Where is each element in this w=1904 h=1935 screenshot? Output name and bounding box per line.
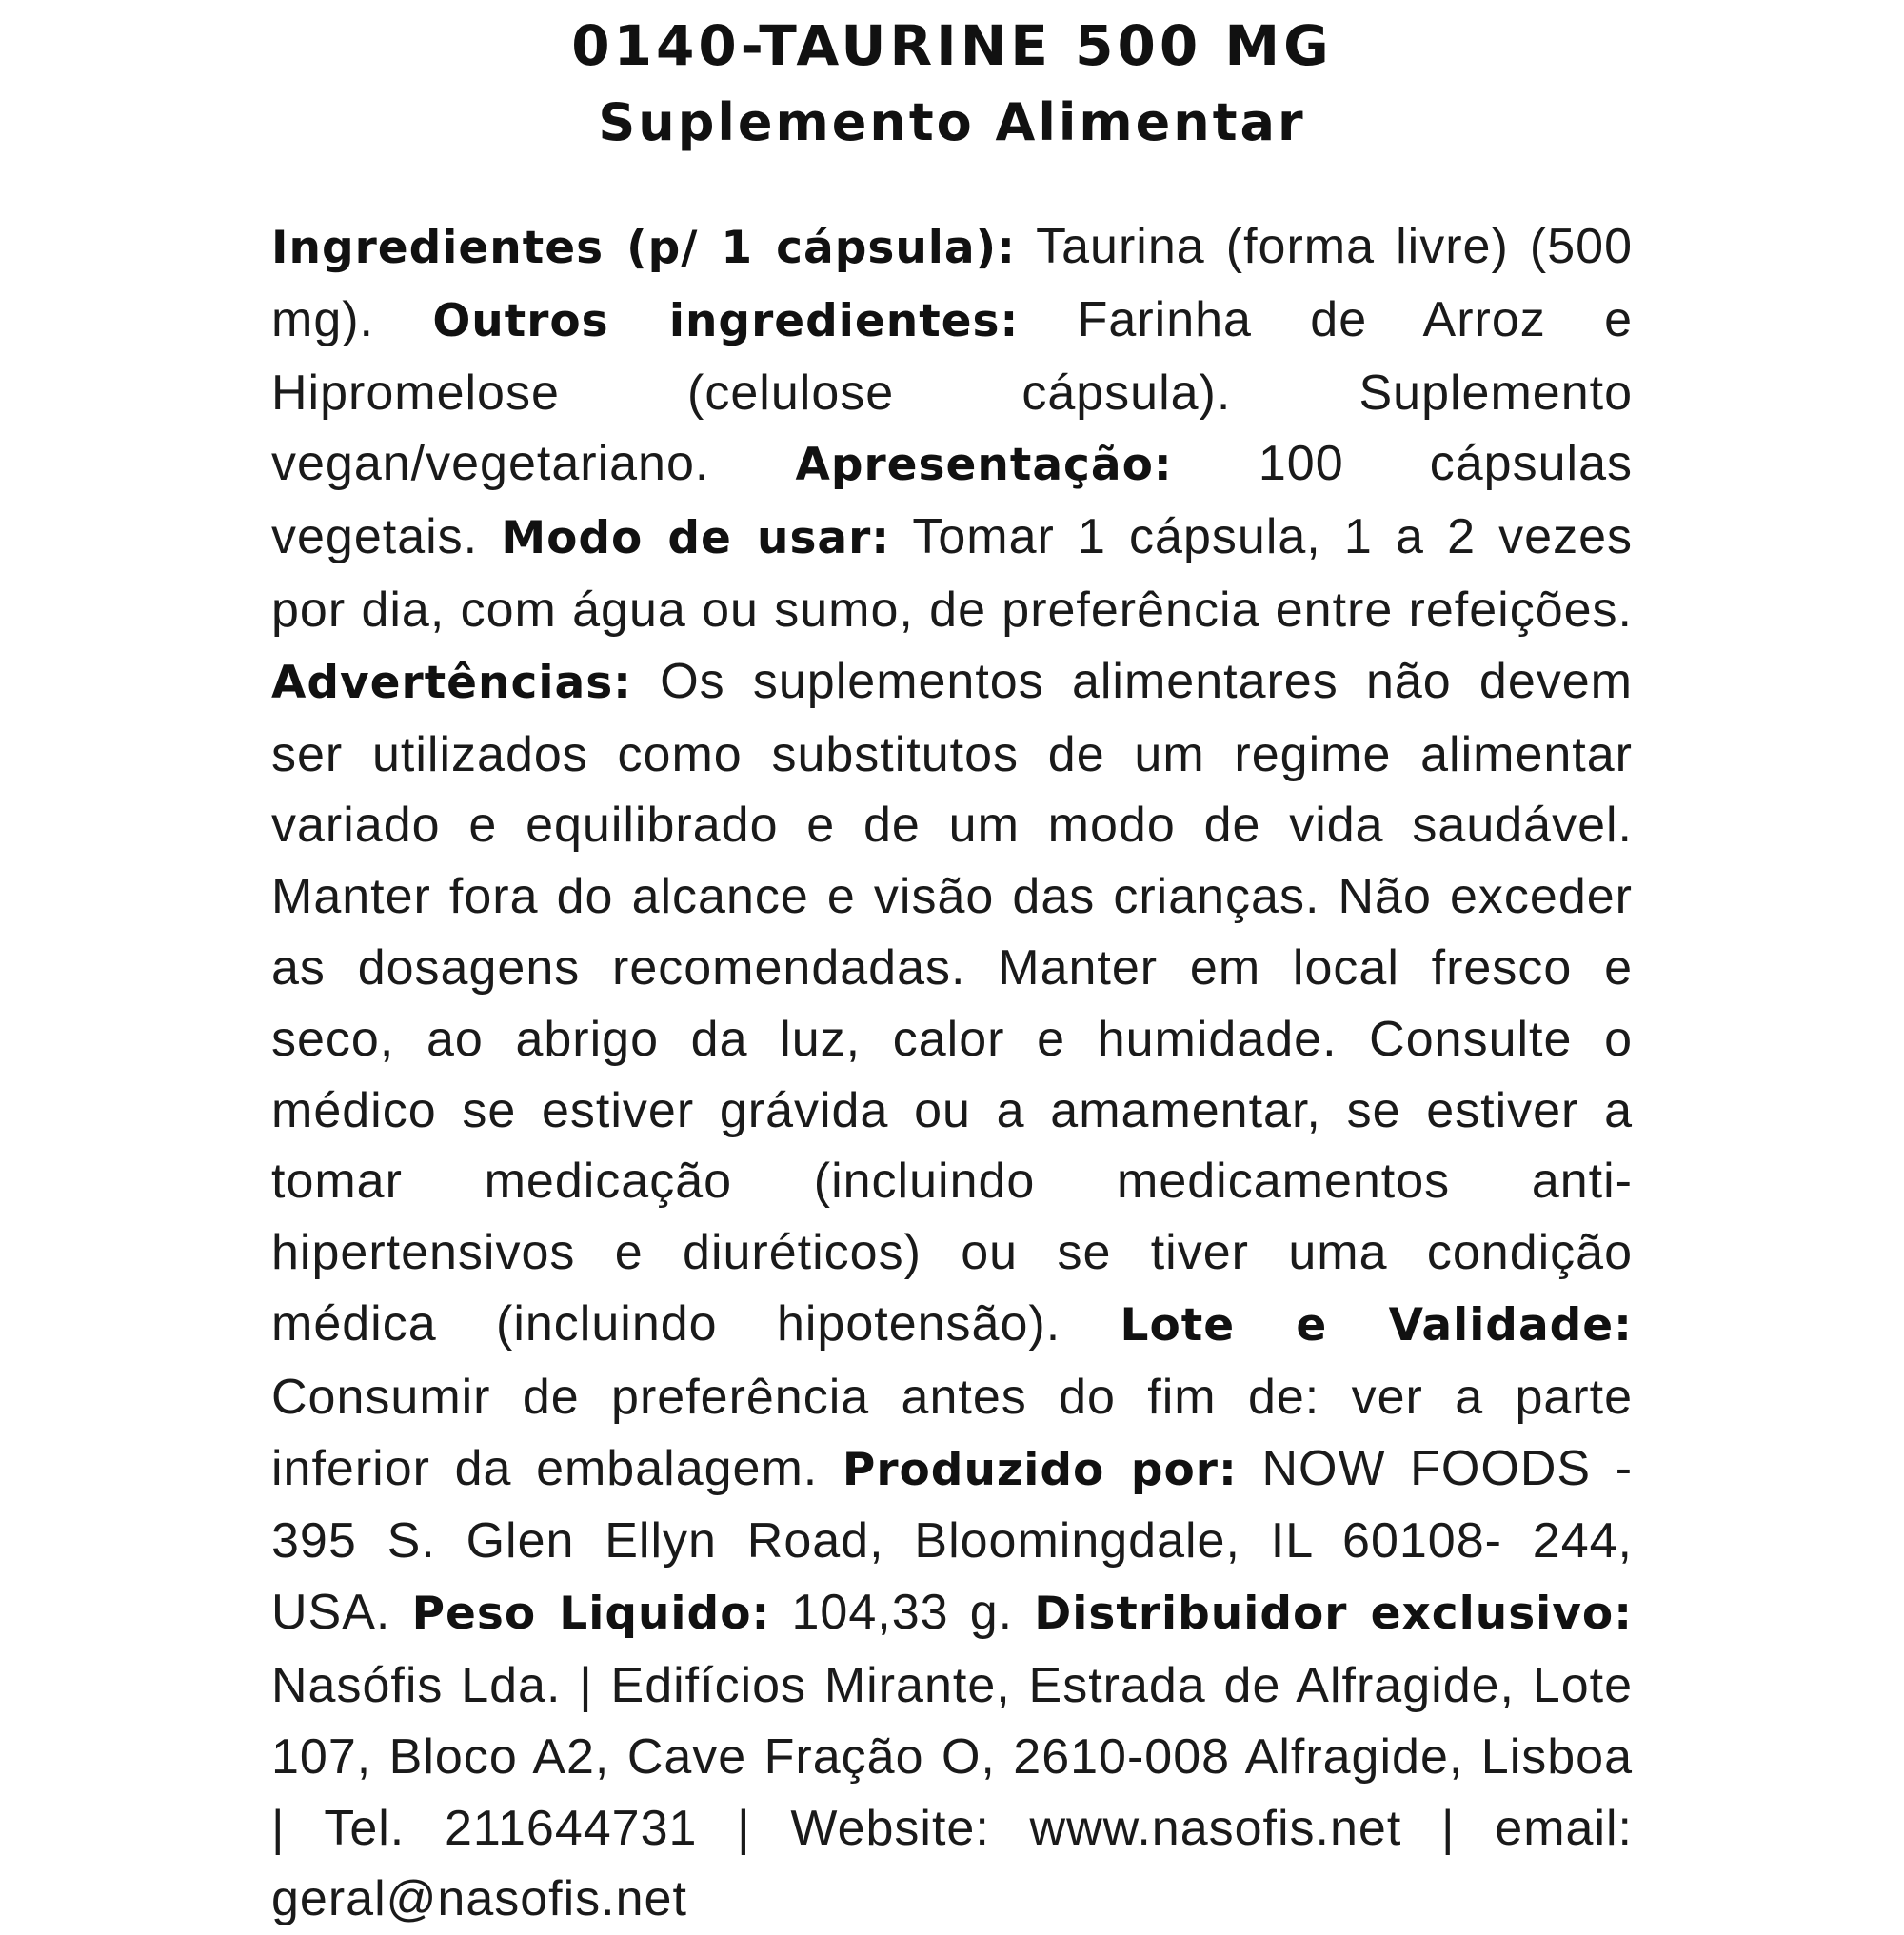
lote-validade-text: Consumir de preferência antes do fim de: ver a parte inferior da embalagem. — [271, 1369, 1633, 1496]
modo-de-usar-text: Tomar 1 cápsula, 1 a 2 vezes por dia, com água ou sumo, de preferência entre refeições. — [271, 509, 1633, 638]
lote-validade-label: Lote e Validade: — [1120, 1298, 1633, 1352]
product-subtitle: Suplemento Alimentar — [598, 92, 1306, 152]
produzido-por-text: NOW FOODS - 395 S. Glen Ellyn Road, Bloomingdale, IL 60108- 244, USA. — [271, 1440, 1634, 1641]
modo-de-usar-label: Modo de usar: — [501, 512, 891, 565]
outros-ingredientes-label: Outros ingredientes: — [432, 294, 1020, 347]
ingredientes-text: Taurina (forma livre) (500 mg). — [271, 219, 1633, 347]
apresentacao-label: Apresentação: — [795, 439, 1173, 492]
peso-liquido-text: 104,33 g. — [791, 1585, 1014, 1641]
apresentacao-text: 100 cápsulas vegetais. — [271, 436, 1633, 565]
produzido-por-label: Produzido por: — [842, 1443, 1238, 1496]
outros-ingredientes-text: Farinha de Arroz e Hipromelose (celulose cápsula). Suplemento vegan/vegetariano. — [271, 291, 1634, 492]
label-body-text — [271, 211, 1633, 1935]
distribuidor-text: Nasófis Lda. | Edifícios Mirante, Estrada de Alfragide, Lote 107, Bloco A2, Cave Fração O, 2610-008 Alfragide, Lisboa | Tel. 211644731 | Website: www.nasofis.net | email: geral@nasofis.net — [271, 1657, 1633, 1927]
label-header — [0, 8, 1904, 162]
ingredientes-label: Ingredientes (p/ 1 cápsula): — [271, 222, 1016, 274]
product-title: 0140-TAURINE 500 MG — [571, 13, 1333, 78]
advertencias-label: Advertências: — [271, 656, 632, 709]
peso-liquido-label: Peso Liquido: — [411, 1588, 771, 1641]
distribuidor-label: Distribuidor exclusivo: — [1034, 1588, 1634, 1641]
advertencias-text: Os suplementos alimentares não devem ser utilizados como substitutos de um regime alimentar variado e equilibrado e de um modo de vida saudável. Manter fora do alcance e visão das crianças. Não exceder as dosagens recomendadas. Manter em local fresco e seco, ao abrigo da luz, calor e humidade. Consulte o médico se estiver grávida ou a amamentar, se estiver a tomar medicação (incluindo medicamentos anti-hipertensivos e diuréticos) ou se tiver uma condição médica (incluindo hipotensão). — [271, 653, 1633, 1352]
